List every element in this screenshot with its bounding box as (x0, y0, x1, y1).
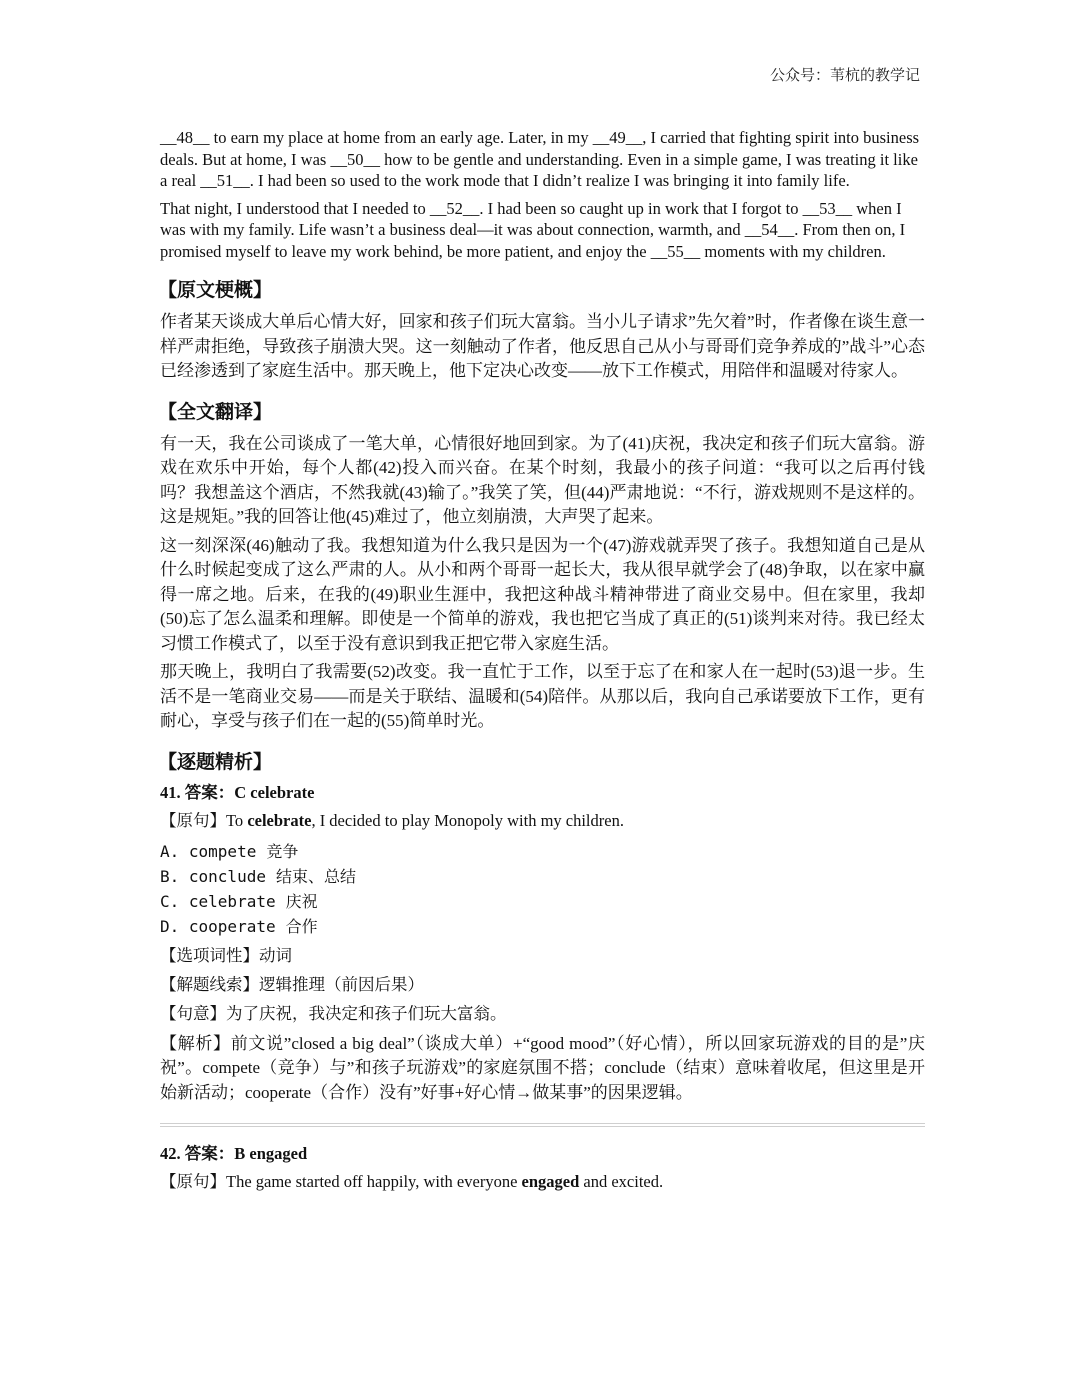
passage-paragraph-1: __48__ to earn my place at home from an early age. Later, in my __49__, I carried that fighting spirit into business deals. But at home, I was __50__ how to be gentle and understanding. Even in a simple game, I was treating it like a real __51__. I had been so used to the work mode that I didn’t realize I was bringing it into family life. (160, 128, 920, 190)
q41-explanation: 【解析】前文说”closed a big deal”（谈成大单）+“good mood”（好心情），所以回家玩游戏的目的是”庆祝”。compete（竞争）与”和孩子玩游戏”的家庭氛围不搭；conclude（结束）意味着收尾，但这里是开始新活动；cooperate（合作）没有”好事+好心情→做某事”的因果逻辑。 (160, 1033, 925, 1102)
section-divider (160, 1123, 925, 1127)
q41-option-c-word: C. celebrate (160, 891, 276, 911)
translation-paragraph-2: 这一刻深深(46)触动了我。我想知道为什么我只是因为一个(47)游戏就弄哭了孩子。我想知道自己是从什么时候起变成了这么严肃的人。从小和两个哥哥一起长大，我从很早就学会了(48)争取，以在家中赢得一席之地。后来，在我的(49)职业生涯中，我把这种战斗精神带进了商业交易中。但在家里，我却(50)忘了怎么温柔和理解。即使是一个简单的游戏，我也把它当成了真正的(51)谈判来对待。我已经太习惯工作模式了，以至于没有意识到我正把它带入家庭生活。 (160, 535, 925, 653)
passage-paragraph-2: That night, I understood that I needed to __52__. I had been so caught up in work that I forgot to __53__ when I was with my family. Life wasn’t a business deal—it was about connection, warmth, and __54__. From then on, I promised myself to leave my work behind, be more patient, and enjoy the __55__ moments with my children. (160, 198, 906, 261)
q41-meaning: 【句意】为了庆祝，我决定和孩子们玩大富翁。 (160, 1003, 507, 1023)
q41-part-of-speech: 【选项词性】动词 (160, 945, 292, 965)
q41-option-b (160, 864, 925, 889)
summary-text: 作者某天谈成大单后心情大好，回家和孩子们玩大富翁。当小儿子请求”先欠着”时，作者像在谈生意一样严肃拒绝，导致孩子崩溃大哭。这一刻触动了作者，他反思自己从小与哥哥们竞争养成的”战斗”心态已经渗透到了家庭生活中。那天晚上，他下定决心改变——放下工作模式，用陪伴和温暖对待家人。 (160, 312, 925, 380)
translation-paragraph-3: 那天晚上，我明白了我需要(52)改变。我一直忙于工作，以至于忘了在和家人在一起时(53)退一步。生活不是一笔商业交易——而是关于联结、温暖和(54)陪伴。从那以后，我向自己承诺要放下工作，更有耐心，享受与孩子们在一起的(55)简单时光。 (160, 662, 925, 730)
q42-original-label: 【原句】 (160, 1172, 226, 1191)
q42-heading: 42. 答案：B engaged (160, 1144, 308, 1163)
q41-clue: 【解题线索】逻辑推理（前因后果） (160, 974, 424, 994)
q41-original-pre: To (226, 810, 248, 830)
q41-option-a-word: A. compete (160, 841, 257, 861)
q41-option-b-word: B. conclude (160, 866, 266, 886)
translation-paragraph-1: 有一天，我在公司谈成了一笔大单，心情很好地回到家。为了(41)庆祝，我决定和孩子们玩大富翁。游戏在欢乐中开始，每个人都(42)投入而兴奋。在某个时刻，我最小的孩子问道：“我可以之后再付钱吗？我想盖这个酒店，不然我就(43)输了。”我笑了笑，但(44)严肃地说：“不行，游戏规则不是这样的。这是规矩。”我的回答让他(45)难过了，他立刻崩溃，大声哭了起来。 (160, 433, 925, 526)
q41-option-c-meaning: 庆祝 (285, 891, 318, 911)
analysis-title: 【逐题精析】 (158, 750, 273, 773)
q41-original-keyword: celebrate (247, 810, 312, 830)
q41-original-label: 【原句】 (160, 810, 226, 830)
summary-title: 【原文梗概】 (158, 279, 273, 301)
q42-original-keyword: engaged (521, 1172, 580, 1191)
q41-option-a (160, 839, 925, 864)
q41-option-a-meaning: 竞争 (266, 841, 299, 861)
q42-original-pre: The game started off happily, with everyone (226, 1172, 522, 1191)
document-body (160, 127, 925, 1200)
header-account: 公众号：苇杭的教学记 (769, 68, 920, 84)
q42-original-sentence (160, 1171, 925, 1193)
q42-original-post: and excited. (579, 1172, 664, 1191)
q41-option-b-meaning: 结束、总结 (275, 866, 356, 886)
q41-option-d (160, 914, 925, 939)
q41-heading: 41. 答案：C celebrate (160, 782, 315, 802)
q41-option-d-meaning: 合作 (285, 916, 318, 936)
q41-option-c (160, 889, 925, 914)
q41-option-d-word: D. cooperate (160, 916, 276, 936)
translation-title: 【全文翻译】 (158, 400, 273, 423)
q41-original-sentence (160, 810, 925, 832)
q41-original-post: , I decided to play Monopoly with my children. (311, 810, 624, 830)
